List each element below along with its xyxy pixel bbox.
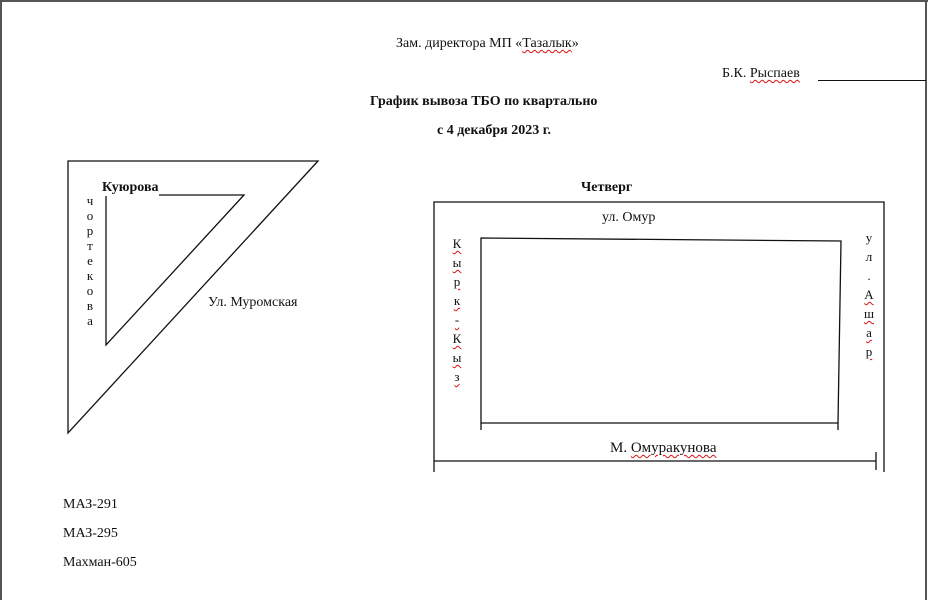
letter: К <box>452 236 462 251</box>
letter: р <box>453 274 461 289</box>
street-muromskaya-label: Ул. Муромская <box>208 295 298 310</box>
letter: л <box>865 249 873 264</box>
street-prefix: М. <box>610 440 631 456</box>
street-omur-label: ул. Омур <box>602 210 656 225</box>
letter: к <box>86 268 94 283</box>
approver-close: » <box>571 36 579 51</box>
letter: К <box>452 331 462 346</box>
document-date: с 4 декабря 2023 г. <box>437 123 552 138</box>
letter: ч <box>86 193 94 208</box>
letter: ш <box>863 306 874 321</box>
org-name: Тазалык <box>522 36 572 51</box>
letter: о <box>86 283 94 298</box>
left-inner-triangle <box>106 195 244 345</box>
street-kyrk-kyz-label <box>450 234 464 386</box>
letter: ы <box>452 255 462 270</box>
letter: у <box>865 230 873 245</box>
vehicle-item: МАЗ-291 <box>63 497 118 512</box>
day-label: Четверг <box>581 180 633 195</box>
letter: р <box>865 344 873 359</box>
letter: в <box>86 298 94 313</box>
letter: - <box>454 312 460 327</box>
approver-title: Зам. директора МП « <box>396 36 523 51</box>
letter: е <box>87 253 93 268</box>
document-title: График вывоза ТБО по квартально <box>370 94 598 109</box>
street-chortekova-label <box>84 193 96 328</box>
letter: А <box>864 287 874 302</box>
letter: з <box>454 369 460 384</box>
street-kuyurova-label: Куюрова <box>102 180 159 195</box>
letter: . <box>867 268 871 283</box>
street-ashar-label <box>862 228 876 361</box>
letter: о <box>86 208 94 223</box>
vehicle-item: Махман-605 <box>63 555 137 570</box>
letter: а <box>866 325 872 340</box>
vehicle-item: МАЗ-295 <box>63 526 118 541</box>
letter: а <box>87 313 93 328</box>
letter: ы <box>452 350 462 365</box>
letter: т <box>87 238 93 253</box>
right-inner-rect <box>481 238 841 423</box>
street-omurakunova-label <box>610 440 716 457</box>
street-name: Омуракунова <box>630 440 717 456</box>
letter: р <box>86 223 94 238</box>
signer-name: Рыспаев <box>749 66 800 81</box>
signer-initials: Б.К. <box>722 66 750 81</box>
right-outer-frame <box>434 202 884 472</box>
letter: к <box>453 293 461 308</box>
